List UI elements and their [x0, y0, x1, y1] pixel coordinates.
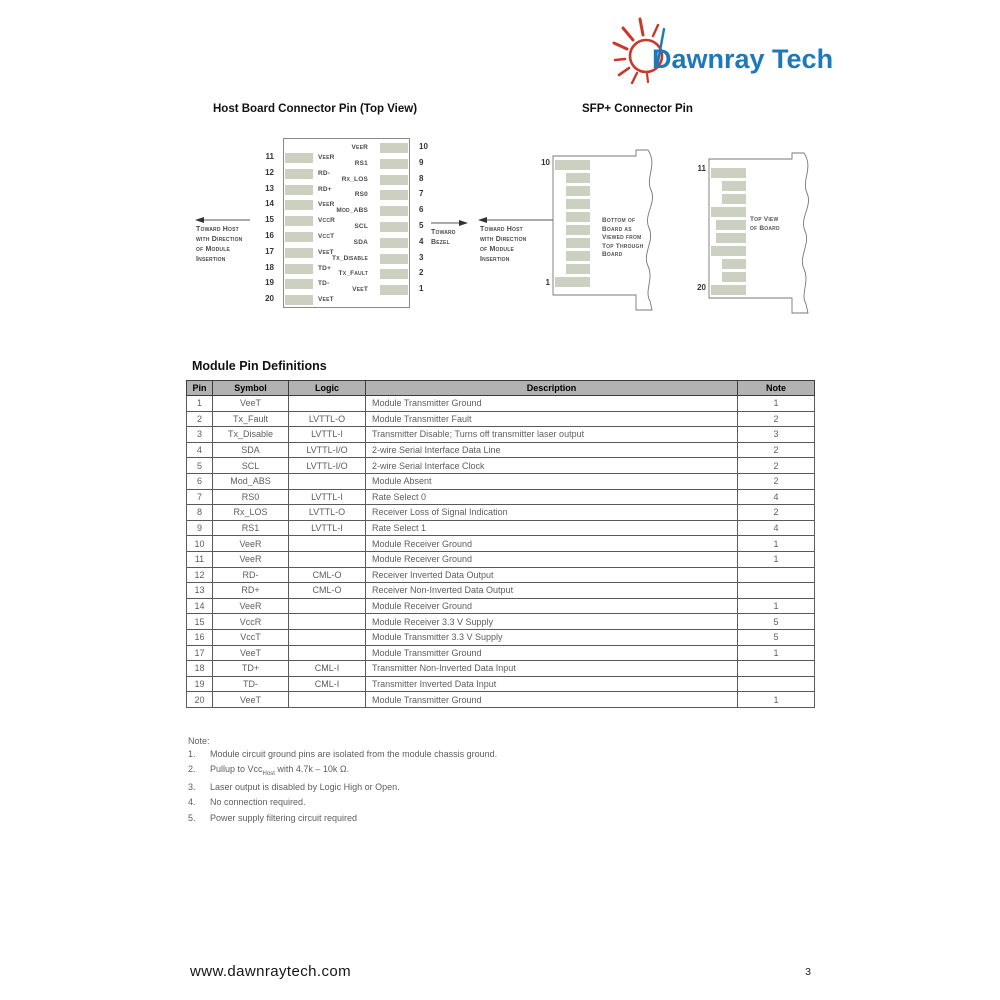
table-cell: LVTTL-O [289, 411, 366, 427]
table-cell: 1 [738, 396, 815, 412]
table-cell: 2 [738, 505, 815, 521]
table-cell: VccR [213, 614, 289, 630]
table-row [187, 567, 815, 583]
table-cell: VeeR [213, 536, 289, 552]
table-cell: Mod_ABS [213, 473, 289, 489]
table-cell: 1 [738, 551, 815, 567]
subscript: Host [262, 770, 275, 777]
pin-label: VccT [318, 233, 335, 240]
pin-label: VeeT [318, 248, 334, 256]
pin-label: VeeR [351, 144, 368, 151]
table-cell: 6 [187, 473, 213, 489]
pin-pad [555, 160, 590, 170]
pin-number: 4 [419, 236, 424, 246]
pin-pad [711, 207, 746, 217]
table-cell [289, 614, 366, 630]
pin-label: VeeR [318, 201, 335, 209]
page-number: 3 [805, 966, 811, 978]
table-cell: Transmitter Disable; Turns off transmitter laser output [366, 427, 738, 443]
table-cell: Tx_Fault [213, 411, 289, 427]
label-line: Board as [602, 225, 632, 233]
table-cell: 11 [187, 551, 213, 567]
pin-pad [566, 199, 590, 209]
table-cell: 4 [738, 520, 815, 536]
pin-number: 1 [419, 284, 424, 294]
pin-pad [566, 173, 590, 183]
logo-text: Dawnray Tech [652, 44, 834, 74]
table-row [187, 692, 815, 708]
table-cell: 2 [187, 411, 213, 427]
table-cell: RS0 [213, 489, 289, 505]
pin-number: 20 [265, 294, 274, 304]
sfp-board-top-view [692, 148, 832, 320]
pin-pad [380, 269, 408, 279]
pin-number: 12 [265, 167, 274, 177]
notes-section [188, 736, 497, 828]
table-cell: 5 [738, 629, 815, 645]
pin-pad [380, 254, 408, 264]
pin-pad [716, 220, 746, 230]
table-cell: 1 [187, 396, 213, 412]
pin-pad [566, 251, 590, 261]
pin-pad [380, 238, 408, 248]
table-cell: SCL [213, 458, 289, 474]
table-cell [289, 536, 366, 552]
table-row [187, 489, 815, 505]
column-header: Pin [187, 381, 213, 396]
label-line: Board [602, 251, 623, 258]
column-header: Note [738, 381, 815, 396]
pin-label: VeeT [352, 286, 368, 294]
label-line: with Direction [196, 236, 243, 243]
label-line: Insertion [196, 256, 226, 263]
board-caption [750, 216, 805, 233]
table-cell: TD- [213, 676, 289, 692]
pin-number: 7 [419, 189, 424, 199]
pin-number: 17 [265, 246, 274, 256]
pin-number: 3 [419, 252, 424, 262]
table-cell: 2-wire Serial Interface Data Line [366, 442, 738, 458]
table-cell: Module Absent [366, 473, 738, 489]
note-number: 1. [188, 749, 196, 759]
column-header: Symbol [213, 381, 289, 396]
pin-pad [566, 264, 590, 274]
table-cell: VeeT [213, 396, 289, 412]
pin-pad [711, 246, 746, 256]
table-cell: LVTTL-I [289, 520, 366, 536]
table-cell: 8 [187, 505, 213, 521]
label-line: Bezel [431, 239, 450, 246]
note-text: No connection required. [210, 797, 306, 808]
pin-label: RD- [318, 169, 331, 177]
table-cell: Module Transmitter Ground [366, 396, 738, 412]
table-cell: CML-O [289, 583, 366, 599]
table-cell: 13 [187, 583, 213, 599]
table-cell: Receiver Inverted Data Output [366, 567, 738, 583]
table-cell [289, 396, 366, 412]
pin-label: SCL [354, 223, 368, 230]
pin-pad [566, 238, 590, 248]
label-line: of Module [480, 246, 515, 253]
note-item [188, 813, 497, 823]
pin-label: Tx_Fault [338, 270, 368, 278]
table-cell: 2 [738, 411, 815, 427]
label-line: of Module [196, 246, 231, 253]
table-cell: RD+ [213, 583, 289, 599]
pin-label: RS0 [354, 191, 368, 199]
table-cell [289, 551, 366, 567]
table-cell: SDA [213, 442, 289, 458]
pin-label: TD- [318, 280, 330, 288]
table-cell: 4 [738, 489, 815, 505]
table-cell [289, 645, 366, 661]
pin-number: 5 [419, 221, 424, 230]
pin-number: 10 [419, 142, 428, 151]
table-cell: TD+ [213, 661, 289, 677]
table-cell [738, 567, 815, 583]
table-cell: Rate Select 1 [366, 520, 738, 536]
pin-pad [566, 186, 590, 196]
pin-pad [711, 285, 746, 295]
pin-number: 2 [419, 268, 424, 278]
pin-label: VeeT [318, 296, 334, 304]
note-number: 2. [188, 764, 196, 775]
table-cell [738, 676, 815, 692]
table-cell: Receiver Loss of Signal Indication [366, 505, 738, 521]
pin-number: 18 [265, 262, 274, 272]
pin-label: TD+ [318, 264, 332, 272]
pin-number: 1 [545, 278, 550, 287]
table-body [187, 396, 815, 708]
pin-number: 8 [419, 173, 424, 183]
table-cell: Module Receiver 3.3 V Supply [366, 614, 738, 630]
pin-number: 19 [265, 278, 274, 288]
table-cell: RD- [213, 567, 289, 583]
label-line: Bottom of [602, 217, 636, 224]
table-cell: Rate Select 0 [366, 489, 738, 505]
table-cell: Transmitter Inverted Data Input [366, 676, 738, 692]
table-cell: Tx_Disable [213, 427, 289, 443]
table-row [187, 396, 815, 412]
table-cell: 1 [738, 692, 815, 708]
pin-number: 13 [265, 183, 274, 193]
right-arrow-icon [430, 219, 468, 227]
table-cell: 7 [187, 489, 213, 505]
note-item [188, 782, 497, 792]
label-line: Insertion [480, 256, 510, 263]
table-row [187, 520, 815, 536]
company-logo [612, 12, 852, 84]
toward-host-mid-label [480, 225, 526, 265]
table-cell: 5 [738, 614, 815, 630]
table-cell: 2 [738, 473, 815, 489]
pin-number: 10 [541, 158, 550, 167]
table-title: Module Pin Definitions [192, 359, 327, 373]
pin-pad [380, 190, 408, 200]
label-line: Toward [431, 229, 456, 236]
table-cell [738, 661, 815, 677]
label-line: Toward Host [196, 226, 239, 233]
note-text: Module circuit ground pins are isolated from the module chassis ground. [210, 749, 498, 759]
pin-number: 15 [265, 215, 274, 225]
table-row [187, 442, 815, 458]
table-cell: 1 [738, 645, 815, 661]
pin-pad [380, 206, 408, 216]
table-cell: Module Receiver Ground [366, 551, 738, 567]
table-cell [289, 598, 366, 614]
table-cell: 3 [187, 427, 213, 443]
sfp-board-bottom-view [536, 145, 676, 317]
label-line: with Direction [480, 236, 527, 243]
table-cell: 16 [187, 629, 213, 645]
table-row [187, 661, 815, 677]
pin-pad [722, 272, 746, 282]
pin-label: VccR [318, 217, 336, 225]
pin-pad [722, 259, 746, 269]
table-cell: Module Transmitter Fault [366, 411, 738, 427]
note-text: Power supply filtering circuit required [210, 812, 358, 823]
pin-pad [285, 295, 313, 305]
table-cell: 19 [187, 676, 213, 692]
pin-number: 14 [265, 199, 274, 209]
left-arrow-icon [195, 216, 251, 224]
table-cell: Module Transmitter Ground [366, 645, 738, 661]
table-cell: 15 [187, 614, 213, 630]
pin-pad [380, 159, 408, 169]
label-line: Toward Host [480, 226, 523, 233]
table-cell [289, 692, 366, 708]
table-cell: 3 [738, 427, 815, 443]
sfp-connector-title: SFP+ Connector Pin [582, 103, 693, 115]
label-line: Top Through [602, 242, 644, 250]
pin-label: Rx_LOS [341, 175, 368, 183]
pin-pad [722, 194, 746, 204]
note-item [188, 764, 497, 777]
footer-website: www.dawnraytech.com [190, 963, 351, 980]
table-cell: LVTTL-I [289, 489, 366, 505]
table-cell: 2-wire Serial Interface Clock [366, 458, 738, 474]
table-cell: VeeR [213, 551, 289, 567]
notes-list [188, 749, 497, 823]
toward-bezel-label [431, 228, 456, 248]
pin-pad [722, 181, 746, 191]
table-cell: LVTTL-O [289, 505, 366, 521]
table-cell: Module Receiver Ground [366, 598, 738, 614]
table-cell: 1 [738, 598, 815, 614]
table-cell: 2 [738, 442, 815, 458]
toward-host-left-label [196, 225, 242, 265]
table-cell: RS1 [213, 520, 289, 536]
table-cell [289, 473, 366, 489]
table-cell: VeeT [213, 692, 289, 708]
pin-pad [566, 212, 590, 222]
table-cell: Transmitter Non-Inverted Data Input [366, 661, 738, 677]
table-cell: CML-I [289, 661, 366, 677]
table-row [187, 551, 815, 567]
table-cell: VeeR [213, 598, 289, 614]
label-line: Top View [750, 216, 779, 223]
label-line: Viewed from [602, 234, 642, 241]
table-cell: VccT [213, 629, 289, 645]
pin-pad [380, 285, 408, 295]
note-number: 3. [188, 782, 196, 793]
table-cell: Receiver Non-Inverted Data Output [366, 583, 738, 599]
table-cell: 9 [187, 520, 213, 536]
table-header-row [187, 381, 815, 396]
pin-number: 11 [265, 152, 274, 161]
table-cell: 10 [187, 536, 213, 552]
table-row [187, 676, 815, 692]
table-cell: 4 [187, 442, 213, 458]
pin-pad [380, 175, 408, 185]
table-cell: 17 [187, 645, 213, 661]
table-cell: 14 [187, 598, 213, 614]
pin-pad [566, 225, 590, 235]
pin-label: SDA [353, 238, 368, 246]
table-row [187, 427, 815, 443]
pin-label: Tx_Disable [332, 254, 368, 262]
table-row [187, 629, 815, 645]
pin-number: 16 [265, 231, 274, 240]
note-item [188, 749, 497, 759]
label-line: of Board [750, 224, 780, 232]
note-number: 5. [188, 812, 196, 823]
board-caption [602, 217, 664, 260]
table-cell [289, 629, 366, 645]
table-cell: CML-I [289, 676, 366, 692]
pin-label: RS1 [354, 159, 368, 167]
pin-label: VeeR [318, 154, 335, 161]
table-cell: 12 [187, 567, 213, 583]
table-row [187, 583, 815, 599]
note-item [188, 797, 497, 807]
pin-pad [380, 222, 408, 232]
table-cell: 1 [738, 536, 815, 552]
table-cell: 18 [187, 661, 213, 677]
table-cell [738, 583, 815, 599]
table-row [187, 473, 815, 489]
table-row [187, 505, 815, 521]
pin-number: 20 [697, 283, 706, 292]
table-cell: 5 [187, 458, 213, 474]
table-cell: Module Receiver Ground [366, 536, 738, 552]
pin-pad [555, 277, 590, 287]
column-header: Description [366, 381, 738, 396]
table-row [187, 614, 815, 630]
note-text: Laser output is disabled by Logic High or Open. [210, 782, 400, 793]
table-row [187, 536, 815, 552]
table-cell: VeeT [213, 645, 289, 661]
pin-number: 6 [419, 205, 424, 215]
table-row [187, 598, 815, 614]
pin-label: RD+ [318, 185, 332, 193]
pin-number: 9 [419, 157, 424, 167]
note-number: 4. [188, 797, 196, 808]
note-text: Pullup to Vcc$_{Host}$ with 4.7k – 10k Ω. [210, 764, 350, 777]
table-cell: LVTTL-I/O [289, 442, 366, 458]
table-cell: Module Transmitter 3.3 V Supply [366, 629, 738, 645]
table-cell: CML-O [289, 567, 366, 583]
pin-number: 11 [697, 164, 706, 173]
column-header: Logic [289, 381, 366, 396]
table-cell: Module Transmitter Ground [366, 692, 738, 708]
pin-definitions-table [186, 380, 815, 708]
table-row [187, 458, 815, 474]
pin-pad [716, 233, 746, 243]
pin-pad [711, 168, 746, 178]
notes-heading: Note: [188, 736, 210, 746]
pin-label: Mod_ABS [336, 207, 368, 215]
table-cell: 2 [738, 458, 815, 474]
pin-pad [380, 143, 408, 153]
table-row [187, 411, 815, 427]
host-connector-title: Host Board Connector Pin (Top View) [213, 103, 418, 115]
table-cell: LVTTL-I [289, 427, 366, 443]
table-cell: Rx_LOS [213, 505, 289, 521]
table-cell: LVTTL-I/O [289, 458, 366, 474]
table-row [187, 645, 815, 661]
table-cell: 20 [187, 692, 213, 708]
